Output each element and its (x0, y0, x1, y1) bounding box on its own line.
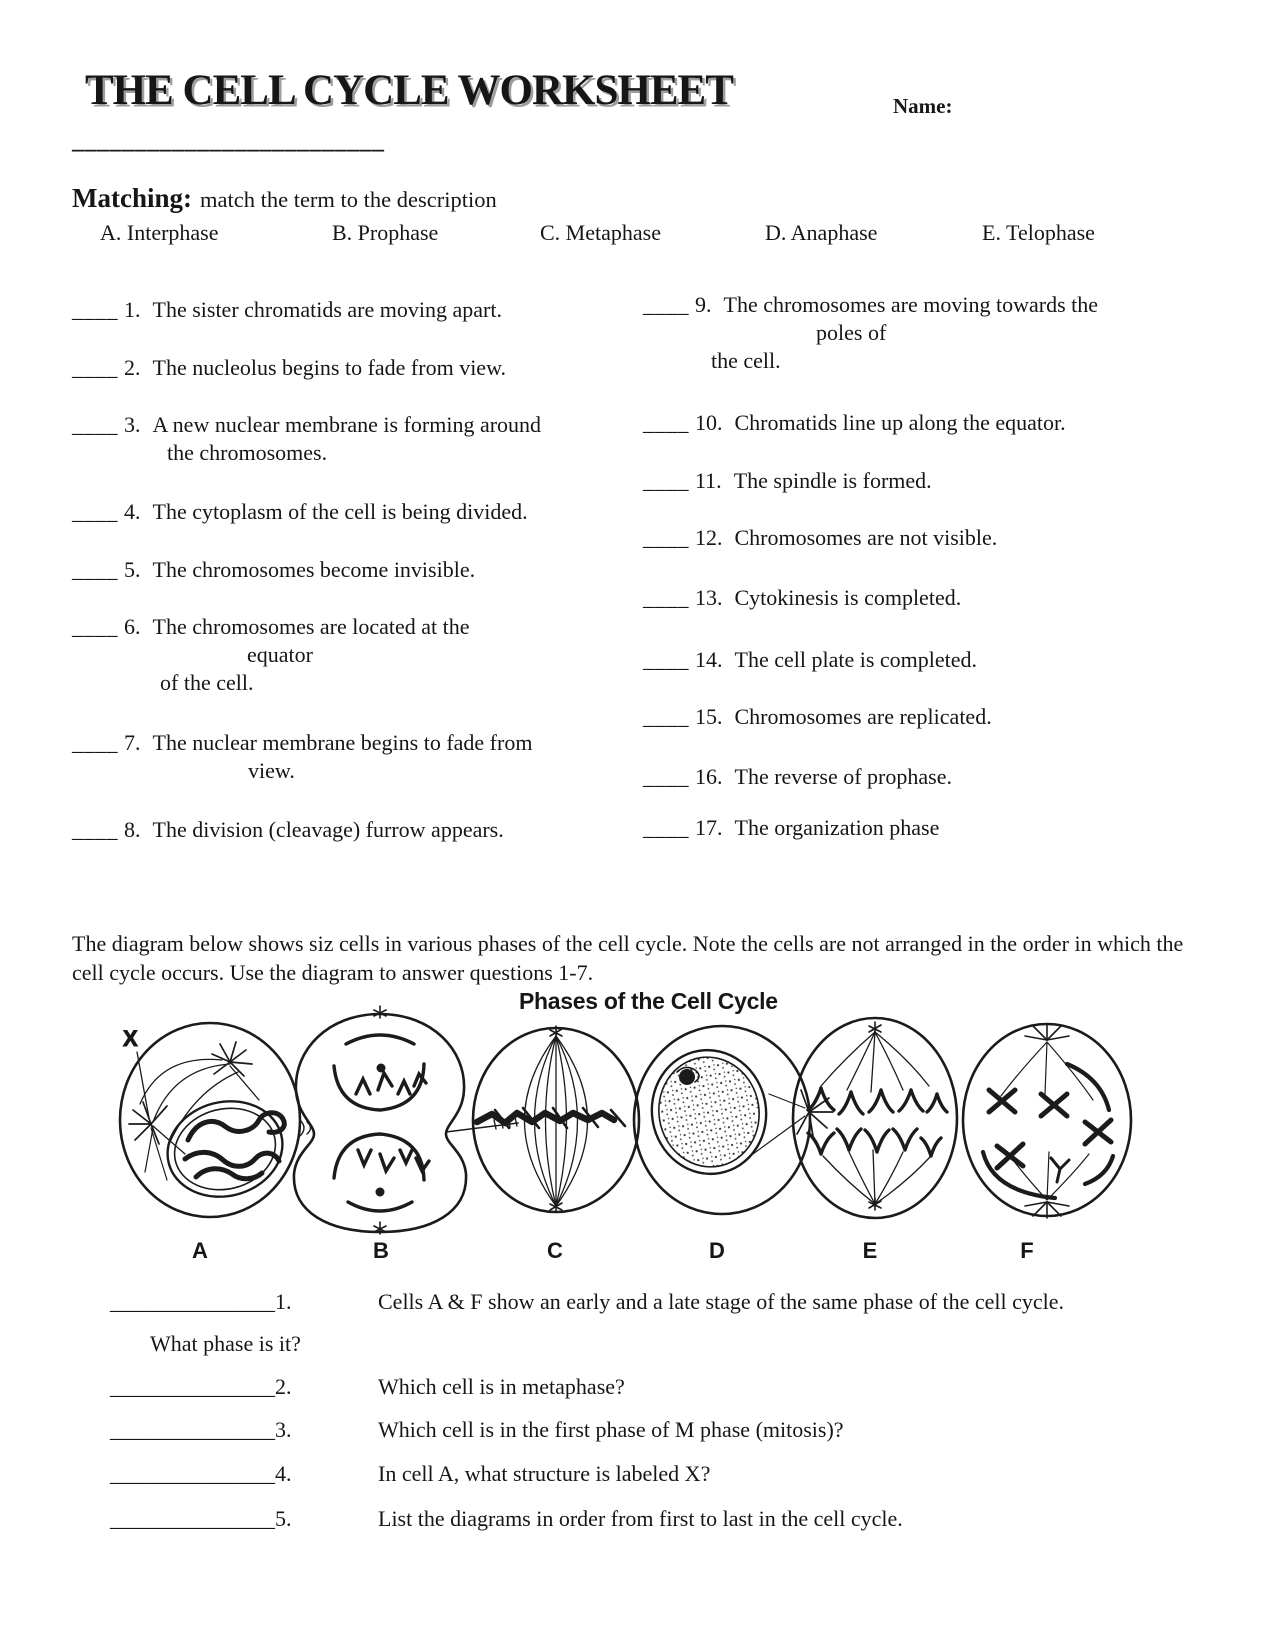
item-text: The nuclear membrane begins to fade from (152, 730, 533, 755)
answer-blank: ____ (643, 647, 689, 672)
item-text: The organization phase (734, 815, 940, 840)
item-number: 15. (695, 704, 723, 729)
matching-item-5 (72, 556, 475, 584)
item-text: A new nuclear membrane is forming around (152, 412, 542, 437)
item-number: 5. (124, 557, 141, 582)
matching-item-6 (72, 613, 470, 697)
matching-item-1 (72, 296, 502, 324)
cell-c-diagram (473, 1026, 639, 1212)
answer-blank: _______________ (110, 1417, 275, 1442)
term-telophase: E. Telophase (982, 220, 1095, 245)
cell-label-e: E (862, 1238, 878, 1263)
item-text: Chromatids line up along the equator. (734, 410, 1066, 435)
matching-instruction: match the term to the description (199, 187, 497, 212)
item-text-line3: the cell. (711, 348, 781, 373)
name-rule-line: _________________________ (72, 128, 385, 154)
question-text-line2: What phase is it? (150, 1331, 301, 1356)
item-text: The cell plate is completed. (734, 647, 978, 672)
item-text: The chromosomes become invisible. (152, 557, 476, 582)
item-number: 17. (695, 815, 723, 840)
matching-item-7 (72, 729, 532, 785)
item-text: The chromosomes are located at the (152, 614, 470, 639)
item-number: 9. (695, 292, 712, 317)
item-text: The spindle is formed. (733, 468, 932, 493)
x-pointer-line (137, 1052, 149, 1118)
answer-blank: ____ (643, 410, 689, 435)
cell-label-c: C (547, 1238, 563, 1263)
item-text: Chromosomes are not visible. (734, 525, 998, 550)
answer-blank: ____ (72, 412, 118, 437)
question-text: List the diagrams in order from first to last in the cell cycle. (378, 1506, 903, 1531)
term-interphase: A. Interphase (100, 220, 219, 245)
item-text-line2: view. (248, 758, 295, 783)
answer-blank: ____ (643, 292, 689, 317)
matching-item-4 (72, 498, 528, 526)
item-text: Chromosomes are replicated. (734, 704, 992, 729)
matching-item-17 (643, 814, 939, 842)
question-number: 4. (275, 1461, 292, 1486)
item-number: 1. (124, 297, 141, 322)
matching-item-2 (72, 354, 506, 382)
name-label: Name: (893, 94, 953, 118)
answer-blank: ____ (72, 817, 118, 842)
item-text-line2: the chromosomes. (167, 440, 328, 465)
item-number: 13. (695, 585, 723, 610)
matching-heading-label: Matching: (72, 183, 192, 213)
matching-item-3 (72, 411, 541, 467)
answer-blank: ____ (72, 499, 118, 524)
item-text-line2: poles of (816, 320, 887, 345)
matching-item-10 (643, 409, 1066, 437)
item-text-line2: equator (247, 642, 313, 667)
item-text: The sister chromatids are moving apart. (152, 297, 502, 322)
term-metaphase: C. Metaphase (540, 220, 661, 245)
item-number: 6. (124, 614, 141, 639)
answer-blank: _______________ (110, 1506, 275, 1531)
bottom-question-2 (110, 1373, 625, 1401)
matching-item-15 (643, 703, 992, 731)
matching-item-9 (643, 291, 1098, 375)
cell-d-diagram (634, 1026, 833, 1214)
matching-item-14 (643, 646, 977, 674)
answer-blank: ____ (643, 468, 689, 493)
bottom-question-1 (110, 1288, 1065, 1358)
item-text: The cytoplasm of the cell is being divided. (152, 499, 528, 524)
cell-a-diagram (120, 1023, 300, 1217)
matching-item-12 (643, 524, 997, 552)
answer-blank: ____ (643, 585, 689, 610)
answer-blank: ____ (643, 764, 689, 789)
matching-item-11 (643, 467, 932, 495)
answer-blank: ____ (72, 355, 118, 380)
question-text: Which cell is in metaphase? (378, 1374, 625, 1399)
question-number: 5. (275, 1506, 292, 1531)
question-text: In cell A, what structure is labeled X? (378, 1461, 711, 1486)
item-number: 14. (695, 647, 723, 672)
matching-item-16 (643, 763, 952, 791)
cell-label-b: B (373, 1238, 389, 1263)
answer-blank: ____ (72, 730, 118, 755)
term-anaphase: D. Anaphase (765, 220, 878, 245)
item-number: 10. (695, 410, 723, 435)
question-number: 3. (275, 1417, 292, 1442)
item-text: The reverse of prophase. (734, 764, 952, 789)
bottom-question-3 (110, 1416, 844, 1444)
answer-blank: ____ (643, 525, 689, 550)
diagram-intro: The diagram below shows siz cells in various phases of the cell cycle. Note the cells are not arranged in the order in which the cell cycle occurs. Use the diagram to answer questions 1-7. (72, 931, 1184, 985)
x-annotation: X (123, 1026, 138, 1051)
item-text: The nucleolus begins to fade from view. (152, 355, 507, 380)
bottom-question-4 (110, 1460, 711, 1488)
item-number: 16. (695, 764, 723, 789)
answer-blank: _______________ (110, 1289, 275, 1314)
item-number: 4. (124, 499, 141, 524)
answer-blank: ____ (72, 297, 118, 322)
question-number: 2. (275, 1374, 292, 1399)
item-text: The chromosomes are moving towards the (723, 292, 1099, 317)
answer-blank: ____ (643, 704, 689, 729)
cell-label-a: A (192, 1238, 208, 1263)
term-prophase: B. Prophase (332, 220, 439, 245)
answer-blank: ____ (643, 815, 689, 840)
bottom-question-5 (110, 1505, 903, 1533)
matching-item-8 (72, 816, 504, 844)
item-number: 2. (124, 355, 141, 380)
item-number: 8. (124, 817, 141, 842)
matching-heading (72, 183, 497, 214)
item-number: 3. (124, 412, 141, 437)
phases-diagram (85, 1002, 1195, 1264)
diagram-title: Phases of the Cell Cycle (519, 988, 778, 1014)
item-number: 11. (695, 468, 722, 493)
item-text-line3: of the cell. (160, 670, 254, 695)
cell-label-f: F (1020, 1238, 1034, 1263)
answer-blank: _______________ (110, 1374, 275, 1399)
item-number: 12. (695, 525, 723, 550)
page-title: THE CELL CYCLE WORKSHEET (85, 67, 733, 114)
question-text: Which cell is in the first phase of M phase (mitosis)? (378, 1417, 844, 1442)
item-number: 7. (124, 730, 141, 755)
cell-e-diagram (793, 1018, 957, 1218)
answer-blank: ____ (72, 614, 118, 639)
item-text: Cytokinesis is completed. (734, 585, 962, 610)
answer-blank: _______________ (110, 1461, 275, 1486)
item-text: The division (cleavage) furrow appears. (152, 817, 504, 842)
matching-item-13 (643, 584, 961, 612)
question-number: 1. (275, 1289, 292, 1314)
cell-f-diagram (963, 1024, 1131, 1218)
answer-blank: ____ (72, 557, 118, 582)
cell-label-d: D (709, 1238, 725, 1263)
question-text: Cells A & F show an early and a late stage of the same phase of the cell cycle. (378, 1289, 1065, 1314)
